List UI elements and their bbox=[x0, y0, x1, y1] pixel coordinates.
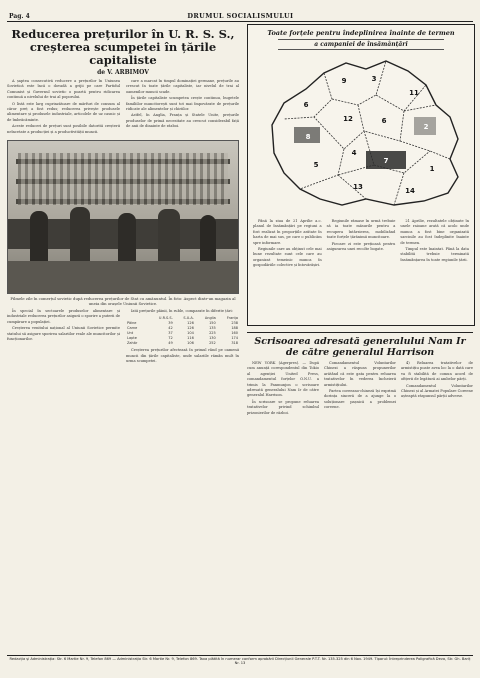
newspaper-name: DRUMUL SOCIALISMULUI bbox=[187, 12, 294, 20]
map-text-column-1: Până la ziua de 21 Aprilie a.c. planul de însămânțări pe regiuni a fost realizat în proporțiile arătate în harta de mai sus, pe care o publicăm spre informare. Regiunile care au obținut cele mai bune rezultate sunt cele care au organizat temeinic munca în gospodăriile colective și întovărășiri. bbox=[253, 219, 322, 268]
table-row: Carne 42 126 135 188 bbox=[127, 326, 238, 331]
region-label: 4 bbox=[351, 149, 357, 157]
table-header-row: U.R.S.S. S.U.A. Anglia Franța bbox=[158, 316, 238, 321]
region-label: 13 bbox=[353, 183, 363, 191]
page-number: Pag. 4 bbox=[9, 13, 30, 20]
map-title: Toate forțele pentru îndeplinirea înainte de termen bbox=[267, 29, 455, 37]
romania-regions-map bbox=[254, 55, 466, 213]
photo-caption: Pilmele zile în comerțul sovietic după reducerea prețurilor de Stat cu amănuntul. În foto: Aspect dintr-un magazin al uneia din orașele Uniunii Sovietice. bbox=[10, 296, 236, 307]
table-row: Unt 37 104 225 160 bbox=[127, 331, 238, 336]
article1-column-1: A șaptea consecutivă reducere a prețurilor în Uniunea Sovietică este încă o dovadă a grijii pe care Partidul Comunist și Guvernul sovietic o poartă pentru ridicarea continuă a nivelului de trai al poporului. O listă este larg cuprinzătoare de mărfuri de consum al căror preț a fost redus; reducerea privește produsele alimentare și produsele industriale, articolele de uz casnic și de îmbrăcăminte. Aceste reduceri de prețuri sunt posibile datorită creșterii neîncetate a producției și a productivității muncii. bbox=[7, 79, 120, 134]
region-label: 6 bbox=[303, 101, 309, 109]
table-row: Pâine 39 126 150 238 bbox=[127, 321, 238, 326]
article2-column-3: 4) Reluarea tratativelor de armistițiu poate avea loc la o dată care va fi stabilită de comun acord de ofițerii de legătură ai ambelor părți. Comandamentul Voluntarilor Chinezi și al Armatei Populare Coreene așteaptă răspunsul părții adverse. bbox=[401, 361, 473, 399]
map-subtitle: a campaniei de însămânțări bbox=[278, 39, 444, 50]
article-harrison-letter bbox=[247, 332, 473, 417]
newspaper-page bbox=[7, 6, 473, 666]
article-price-reduction bbox=[7, 22, 239, 366]
region-label: 5 bbox=[313, 161, 319, 169]
region-label: 14 bbox=[405, 187, 415, 195]
map-text-column-3: 21 Aprilie, rezultatele obținute în unele raioane arată că acolo unde munca a fost bine organizată sarcinile au fost îndeplinite înainte de termen. Timpul este înaintat. Până la data stabilită trebuie terminată însămânțarea în toate regiunile țării. bbox=[400, 219, 470, 262]
article2-title: Scrisoarea adresată generalului Nam Ir de către generalul Harrison bbox=[254, 336, 466, 358]
region-label: 7 bbox=[383, 157, 389, 165]
region-label: 11 bbox=[409, 89, 419, 97]
region-label: 3 bbox=[371, 75, 377, 83]
article1-column-2: care a marcat în timpul dominației germane, prețurile au crescut în toate țările capitaliste, iar nivelul de trai al oamenilor muncii scade. În țările capitaliste scumpetea crește continuu, bugetele familiilor muncitorești sunt tot mai împovărate de prețurile ridicate ale alimentelor și chiriilor. Astfel, în Anglia, Franța și Statele Unite, prețurile produselor de primă necesitate au crescut considerabil față de anii de dinainte de război. bbox=[126, 79, 239, 129]
region-label: 1 bbox=[429, 165, 435, 173]
region-label: 8 bbox=[305, 133, 311, 141]
article1-column-3: În special în sectoarele produselor alimentare și industriale reducerea prețurilor asigură o sporire a puterii de cumpărare a populației. Creșterea venitului național al Uniunii Sovietice permite statului să asigure sporirea salariilor reale ale muncitorilor și funcționarilor. bbox=[7, 309, 120, 342]
region-label: 12 bbox=[343, 115, 353, 123]
article1-byline: de V. ARBIMOV bbox=[97, 69, 149, 76]
map-section bbox=[247, 24, 473, 324]
table-row: Lapte 72 116 130 174 bbox=[127, 336, 238, 341]
article1-column-4: Iată prețurile pâinii, în ruble, comparate în diferite țări: U.R.S.S. S.U.A. Anglia Franța Pâine 39 126 150 238 Carne 42 126 135 188 Unt 37 104 225 160 Lapte 72 116 130 174 Zahăr 49 106 252 318 Creșterea prețurilor afectează în primul rând pe oamenii muncii din țările capitaliste, unde salariile rămân mult în urma scumpetei. bbox=[126, 309, 239, 364]
page-header bbox=[7, 6, 473, 22]
article1-title: Reducerea prețurilor în U. R. S. S., creșterea scumpetei în țările capitaliste bbox=[11, 27, 235, 67]
region-label: 6 bbox=[381, 117, 387, 125]
price-comparison-table bbox=[126, 316, 239, 346]
region-label: 9 bbox=[341, 77, 347, 85]
article2-column-1: NEW YORK (Agerpres). — După cum anunță corespondentul din Tokio al agenției United Press, comandamentul forțelor O.N.U. a trimis la Panmunjon o scrisoare adresată generalului Nam Ir de către generalul Harrison. În scrisoare se propune reluarea tratativelor privind schimbul prizonierilor de război. bbox=[247, 361, 319, 415]
article2-column-2: Comandamentul Voluntarilor Chinezi a răspuns propunerilor arătând că este gata pentru reluarea tratativelor în vederea încheierii armistițiului. Partea coreeano-chineză își exprimă dorința sinceră de a ajunge la o soluționare pașnică a problemei coreene. bbox=[324, 361, 396, 410]
map-text-column-2: Regiunile rămase în urmă trebuie să ia toate măsurile pentru a recupera întârzierea, mobilizând toate forțele țărănimii muncitoare. Fiecare zi este prețioasă pentru asigurarea unei recolte bogate. bbox=[326, 219, 396, 252]
region-label: 2 bbox=[423, 123, 429, 131]
store-photo bbox=[7, 140, 239, 294]
table-row: Zahăr 49 106 252 318 bbox=[127, 341, 238, 346]
page-footer: Redacția și Administrația: Str. 6 Martie Nr. 9, Telefon 869 — Administrația Str. 6 Martie Nr. 9, Telefon 869. Taxa plătită în numerar conform aprobării Direcțiunii Generale P.T.T. Nr. 135.325 din 6 Nov. 1949. Tiparul: Întreprinderea Poligrafică Deva, Str. Gh. Bariț Nr. 13 bbox=[7, 655, 473, 666]
